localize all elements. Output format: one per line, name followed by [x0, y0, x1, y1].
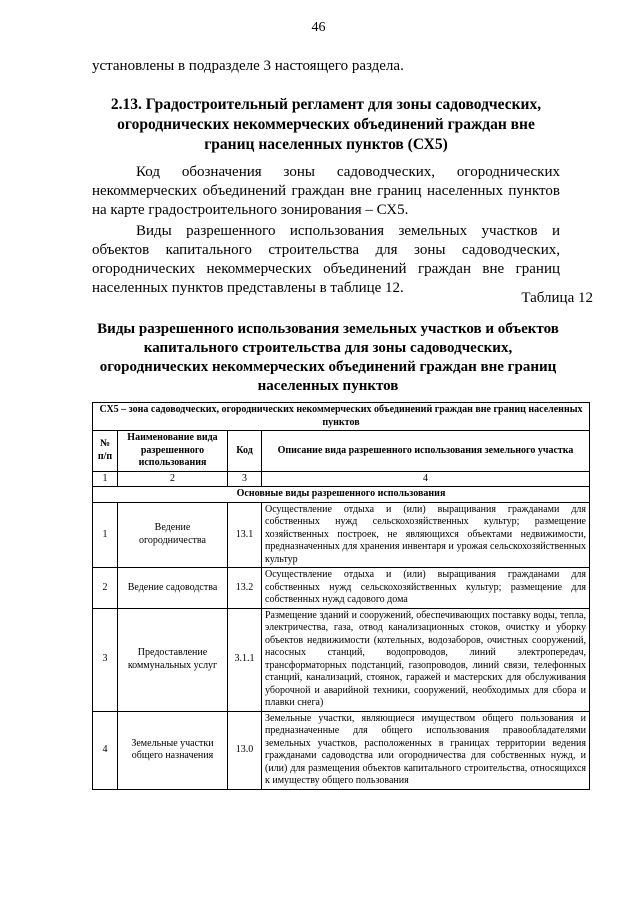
row-name: Земельные участки общего назначения	[118, 711, 228, 789]
row-number: 2	[93, 568, 118, 609]
table-row	[93, 608, 590, 711]
row-name: Ведение огородничества	[118, 502, 228, 568]
table-title: Виды разрешенного использования земельных участков и объектов капитального строительства для зоны садоводческих, огороднических некоммерческих объединений граждан вне границ населенных пунктов	[97, 321, 559, 394]
col-number-3: 3	[228, 471, 262, 487]
paragraph-zone-code: Код обозначения зоны садоводческих, огороднических некоммерческих объединений граждан вне границ населенных пунктов на карте градостроительного зонирования – СХ5.	[92, 164, 560, 218]
col-number-2: 2	[118, 471, 228, 487]
row-name: Предоставление коммунальных услуг	[118, 608, 228, 711]
permitted-uses-table	[92, 402, 590, 790]
col-header-name: Наименование вида разрешенного использования	[118, 431, 228, 472]
paragraph-permitted-uses: Виды разрешенного использования земельных участков и объектов капитального строительства для зоны садоводческих, огороднических некоммерческих объединений граждан вне границ населенных пунктов представлены в таблице 12.	[92, 223, 560, 296]
zone-header: СХ5 – зона садоводческих, огороднических некоммерческих объединений граждан вне границ населенных пунктов	[93, 403, 590, 431]
intro-line: установлены в подразделе 3 настоящего раздела.	[92, 58, 404, 74]
row-description: Осуществление отдыха и (или) выращивания гражданами для собственных нужд сельскохозяйственных культур; размещение для собственных нужд садового дома	[262, 568, 590, 609]
section-title: 2.13. Градостроительный регламент для зоны садоводческих, огороднических некоммерческих объединений граждан вне границ населенных пунктов (СХ5)	[110, 96, 542, 153]
page-number: 46	[311, 20, 326, 35]
col-number-1: 1	[93, 471, 118, 487]
row-code: 13.1	[228, 502, 262, 568]
row-description: Земельные участки, являющиеся имуществом общего пользования и предназначенные для общего использования правообладателями земельных участков, расположенных в границах территории ведения гражданами садоводства или огородничества для собственных нужд, и (или) для размещения объектов капитального строительства, относящихся к имуществу общего пользования	[262, 711, 590, 789]
row-name: Ведение садоводства	[118, 568, 228, 609]
table-number: Таблица 12	[521, 290, 593, 306]
row-code: 13.2	[228, 568, 262, 609]
col-header-description: Описание вида разрешенного использования земельного участка	[262, 431, 590, 472]
row-description: Осуществление отдыха и (или) выращивания гражданами для собственных нужд сельскохозяйственных культур; размещение хозяйственных построек, не являющихся объектами недвижимости, предназначенных для хранения инвентаря и урожая сельскохозяйственных культур	[262, 502, 590, 568]
row-number: 4	[93, 711, 118, 789]
group-header: Основные виды разрешенного использования	[93, 487, 590, 503]
row-code: 3.1.1	[228, 608, 262, 711]
table-row	[93, 568, 590, 609]
table-row	[93, 711, 590, 789]
row-description: Размещение зданий и сооружений, обеспечивающих поставку воды, тепла, электричества, газа, отвод канализационных стоков, очистку и уборку объектов недвижимости (котельных, водозаборов, очистных сооружений, насосных станций, водопроводов, линий электропередач, трансформаторных подстанций, газопроводов, линий связи, телефонных станций, канализаций, стоянок, гаражей и мастерских для обслуживания уборочной и аварийной техники, сооружений, необходимых для сбора и плавки снега)	[262, 608, 590, 711]
col-header-number: № п/п	[93, 431, 118, 472]
row-number: 1	[93, 502, 118, 568]
col-header-code: Код	[228, 431, 262, 472]
table-row	[93, 502, 590, 568]
row-code: 13.0	[228, 711, 262, 789]
row-number: 3	[93, 608, 118, 711]
col-number-4: 4	[262, 471, 590, 487]
